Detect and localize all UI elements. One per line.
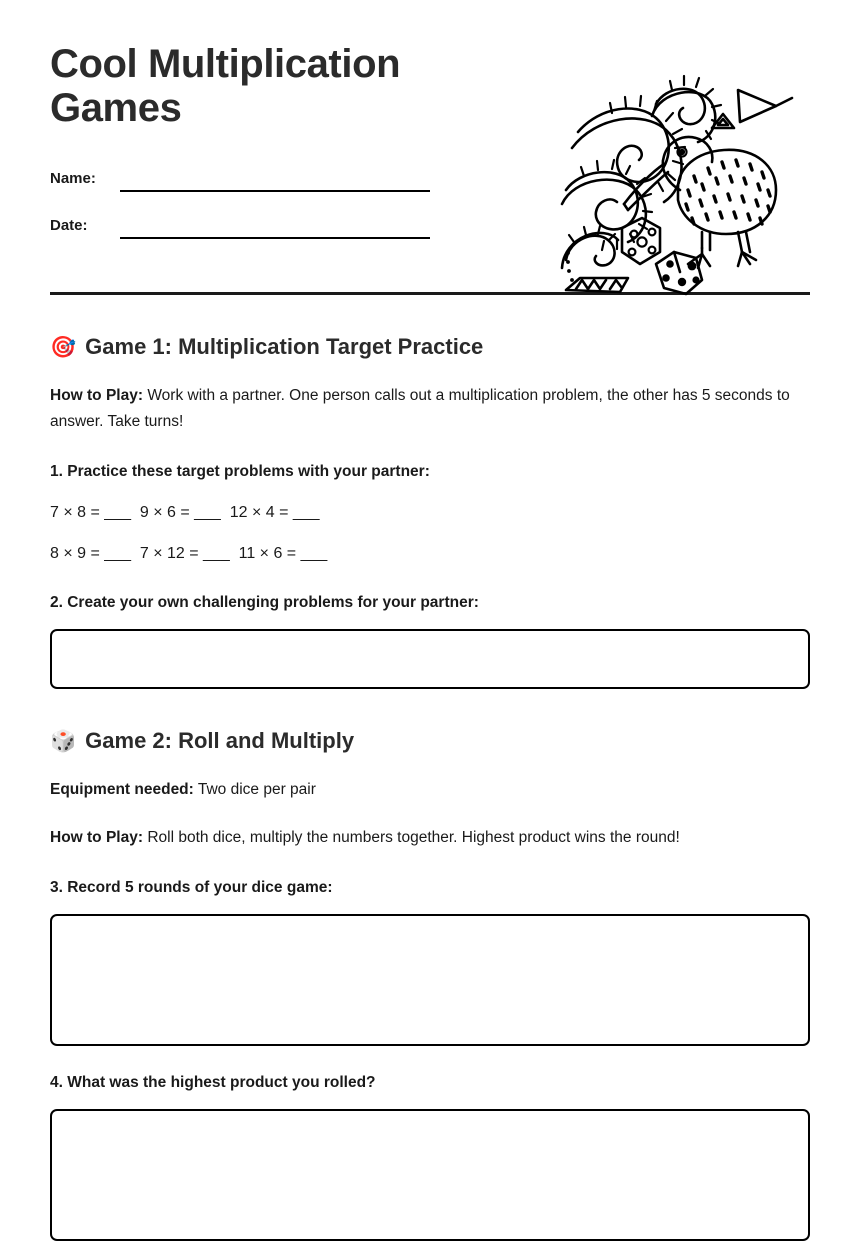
date-field-line[interactable] [120,215,430,239]
worksheet-header [50,0,810,292]
question-1-prompt: 1. Practice these target problems with your partner: [50,463,430,480]
date-field-label: Date: [50,217,88,234]
game-2-how-to-play [50,825,810,851]
game-2-how-to-play-text: Roll both dice, multiply the numbers together. Highest product wins the round! [143,829,680,846]
question-3-prompt: 3. Record 5 rounds of your dice game: [50,879,333,896]
game-section-2 [50,727,810,1241]
game-2-how-to-play-label: How to Play: [50,829,144,846]
game-2-equipment-label: Equipment needed: [50,781,194,798]
date-field-row [50,207,430,239]
answer-box-question-2[interactable] [50,629,810,689]
name-field-row [50,160,430,192]
problem-row-1: 7 × 8 = ___ 9 × 6 = ___ 12 × 4 = ___ [50,504,320,521]
student-info-fields [50,160,430,239]
game-1-how-to-play-text: Work with a partner. One person calls out a multiplication problem, the other has 5 seconds to answer. Take turns! [50,387,790,430]
page-title: Cool Multiplication Games [50,42,401,130]
game-1-how-to-play-label: How to Play: [50,387,144,404]
game-2-heading-text: Game 2: Roll and Multiply [85,728,355,753]
answer-box-question-3[interactable] [50,914,810,1046]
question-4-prompt: 4. What was the highest product you rolled? [50,1074,376,1091]
game-section-1 [50,333,810,689]
dice-icon: 🎲 [50,729,77,753]
game-2-equipment [50,777,810,803]
target-icon: 🎯 [50,335,77,359]
question-2-prompt: 2. Create your own challenging problems for your partner: [50,594,479,611]
game-1-how-to-play [50,383,810,435]
game-1-heading [50,333,810,361]
game-1-heading-text: Game 1: Multiplication Target Practice [85,334,484,359]
answer-box-question-4[interactable] [50,1109,810,1241]
kiwi-bird-koru-dice-illustration [560,72,800,302]
problem-row-2: 8 × 9 = ___ 7 × 12 = ___ 11 × 6 = ___ [50,545,328,562]
name-field-line[interactable] [120,168,430,192]
name-field-label: Name: [50,170,96,187]
game-2-equipment-text: Two dice per pair [193,781,316,798]
game-2-heading [50,727,810,755]
